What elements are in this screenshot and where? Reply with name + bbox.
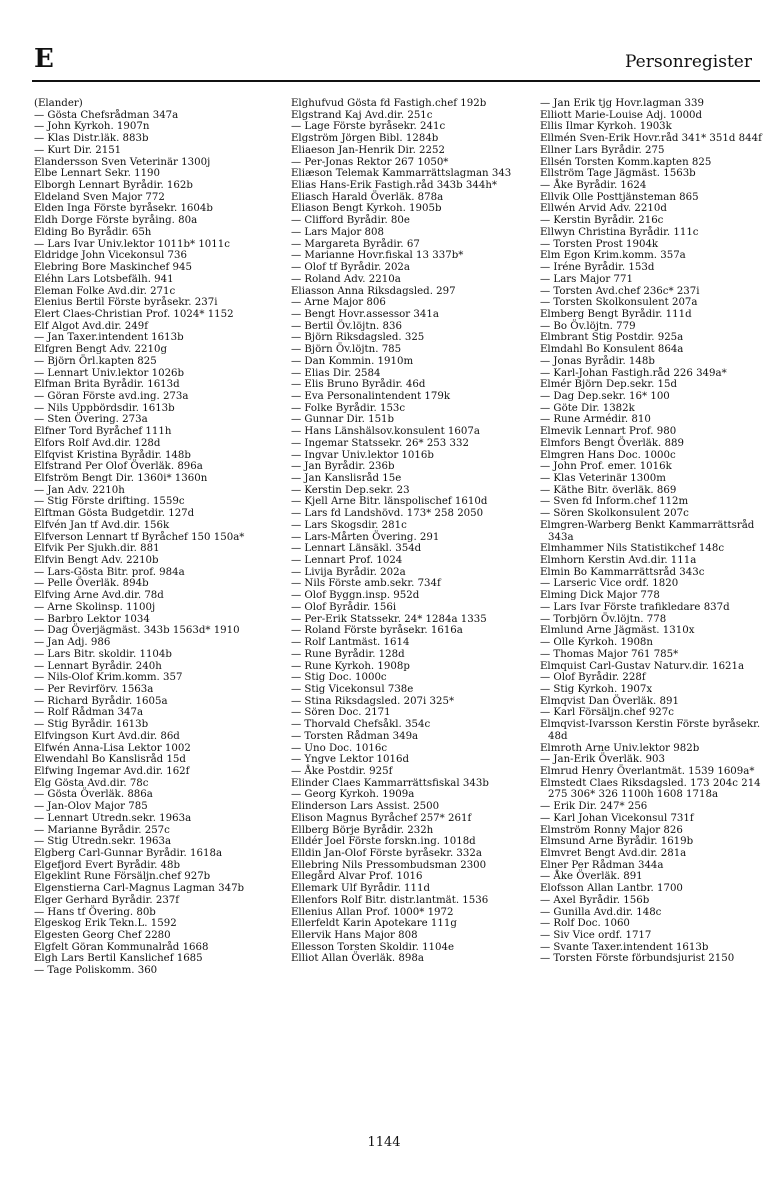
register-entry: — Lars Ivar Förste trafikledare 837d (540, 601, 730, 613)
register-entry: Ellmén Sven-Erik Hovr.råd 341* 351d 844f (540, 133, 762, 145)
register-entry: — Gunnar Dir. 151b (291, 414, 395, 426)
register-entry: — Lennart Prof. 1024 (291, 555, 403, 567)
register-entry: Elgberg Carl-Gunnar Byrådir. 1618a (34, 848, 223, 859)
register-entry: Ellvik Olle Posttjänsteman 865 (540, 191, 699, 203)
register-entry: Elfwing Ingemar Avd.dir. 162f (34, 765, 190, 777)
register-entry: — Stig Kyrkoh. 1907x (540, 683, 653, 695)
register-entry: Elgefjord Evert Byrådir. 48b (34, 859, 181, 871)
register-entry: — Stig Doc. 1000c (291, 672, 387, 684)
register-entry: — Eva Personalintendent 179k (291, 390, 451, 402)
register-entry: — Georg Kyrkoh. 1909a (291, 789, 415, 801)
register-entry: Elgstrand Kaj Avd.dir. 251c (291, 109, 433, 121)
register-entry: — Thomas Major 761 785* (540, 648, 679, 660)
register-entry: Elfvin Bengt Adv. 2210b (34, 555, 159, 567)
register-entry: Elgeskog Erik Tekn.L. 1592 (34, 918, 177, 930)
register-entry: — Hans Länshälsov.konsulent 1607a (291, 426, 480, 438)
register-entry: — Lage Förste byråsekr. 241c (291, 121, 446, 133)
register-entry: Elenius Bertil Förste byråsekr. 237i (34, 297, 218, 309)
register-entry: — Rolf Doc. 1060 (540, 918, 630, 930)
register-entry: Elmhorn Kerstin Avd.dir. 111a (540, 555, 697, 567)
register-entry: Elldin Jan-Olof Förste byråsekr. 332a (291, 848, 482, 859)
register-entry: Ellenfors Rolf Bitr. distr.lantmät. 1536 (291, 894, 489, 906)
register-entry: — Sven fd Inform.chef 112m (540, 496, 689, 508)
register-entry: Ellwyn Christina Byrådir. 111c (540, 226, 699, 238)
header-rule (32, 80, 760, 82)
register-entry: Elias Hans-Erik Fastigh.råd 343b 344h* (291, 180, 498, 192)
register-entry: Elmqvist-Ivarsson Kerstin Förste byråsekr. 48d (540, 719, 761, 742)
register-entry: Elf Algot Avd.dir. 249f (34, 320, 148, 332)
register-entry: — Stina Riksdagsled. 207i 325* (291, 695, 455, 707)
register-entry: — Göte Dir. 1382k (540, 402, 635, 414)
register-entry: Elfqvist Kristina Byrådir. 148b (34, 449, 191, 461)
register-entry: — Roland Förste byråsekr. 1616a (291, 625, 463, 637)
register-entry: Eliasch Harald Överläk. 878a (291, 191, 444, 203)
register-entry: — Elias Dir. 2584 (291, 367, 381, 379)
register-entry: — Karl Försäljn.chef 927c (540, 707, 674, 719)
register-entry: Elmhammer Nils Statistikchef 148c (540, 543, 725, 555)
register-entry: — Ingemar Statssekr. 26* 253 332 (291, 437, 469, 449)
register-entry: Eldeland Sven Major 772 (34, 191, 165, 203)
register-entry: Eliasson Anna Riksdagsled. 297 (291, 285, 456, 297)
register-entry: Eliæson Telemak Kammarrättslagman 343 (291, 168, 512, 180)
register-entry: — Arne Skolinsp. 1100j (34, 601, 156, 613)
register-entry: — Lennart Byrådir. 240h (34, 660, 162, 672)
register-entry: — Björn Riksdagsled. 325 (291, 332, 425, 344)
register-entry: — Björn Örl.kapten 825 (34, 355, 157, 367)
register-entry: Elding Bo Byrådir. 65h (34, 226, 152, 238)
register-entry: Ellsén Torsten Komm.kapten 825 (540, 156, 712, 168)
register-entry: — Jan-Olov Major 785 (34, 801, 148, 813)
register-entry: — Olof Byrådir. 156i (291, 601, 397, 613)
register-entry: — Lars fd Landshövd. 173* 258 2050 (291, 508, 484, 520)
register-entry: — Pelle Överläk. 894b (34, 578, 149, 590)
register-entry: — Torsten Förste förbundsjurist 2150 (540, 953, 735, 965)
register-entry: — Dag Dep.sekr. 16* 100 (540, 390, 670, 402)
register-entry: — Nils-Olof Krim.komm. 357 (34, 672, 183, 684)
register-entry: Elfving Arne Avd.dir. 78d (34, 590, 164, 602)
register-entry: Eléhn Lars Lotsbefälh. 941 (34, 273, 174, 285)
register-entry: Elgfelt Göran Kommunalråd 1668 (34, 941, 209, 953)
register-entry: — Rolf Rådman 347a (34, 707, 144, 719)
register-entry: Elmdahl Bo Konsulent 864a (540, 344, 684, 356)
register-entry: Ellemark Ulf Byrådir. 111d (291, 883, 431, 895)
register-entry: Elm Egon Krim.komm. 357a (540, 250, 686, 262)
register-entry: Elmgren Hans Doc. 1000c (540, 449, 676, 461)
register-entry: Elfvik Per Sjukh.dir. 881 (34, 543, 160, 555)
register-entry: Elmbrant Stig Postdir. 925a (540, 332, 684, 344)
register-entry: Ellesson Torsten Skoldir. 1104e (291, 941, 455, 953)
register-entry: — Kjell Arne Bitr. länspolischef 1610d (291, 496, 488, 508)
register-entry: — Svante Taxer.intendent 1613b (540, 941, 709, 953)
register-entry: — Olle Kyrkoh. 1908n (540, 637, 653, 649)
register-entry: — Tage Poliskomm. 360 (34, 965, 158, 977)
register-entry: — Sören Skolkonsulent 207c (540, 508, 689, 520)
register-entry: — Stig Utredn.sekr. 1963a (34, 836, 172, 848)
register-entry: — Jan Adj. 986 (34, 637, 111, 649)
register-entry: — Per-Jonas Rektor 267 1050* (291, 156, 449, 168)
register-entry: Elfverson Lennart tf Byråchef 150 150a* (34, 531, 245, 543)
register-entry: — Dan Kommin. 1910m (291, 355, 414, 367)
register-entry: Eleman Folke Avd.dir. 271c (34, 285, 176, 297)
register-entry: Ellström Tage Jägmäst. 1563b (540, 168, 696, 180)
register-entry: — Sören Doc. 2171 (291, 707, 391, 719)
register-entry: Ellenius Allan Prof. 1000* 1972 (291, 906, 454, 918)
register-entry: — Rune Kyrkoh. 1908p (291, 660, 410, 672)
register-entry: Eldridge John Vicekonsul 736 (34, 250, 188, 262)
register-entry: — Klas Veterinär 1300m (540, 473, 666, 484)
register-entry: — Kurt Dir. 2151 (34, 144, 122, 156)
register-entry: — Iréne Byrådir. 153d (540, 262, 655, 274)
register-entry: Elg Gösta Avd.dir. 78c (34, 777, 149, 789)
register-entry: — Rolf Lantmäst. 1614 (291, 637, 410, 649)
register-entry: Elwendahl Bo Kanslisråd 15d (34, 754, 186, 766)
register-entry: Eliaeson Jan-Henrik Dir. 2252 (291, 144, 445, 156)
register-entry: Elandersson Sven Veterinär 1300j (34, 156, 211, 168)
register-entry: Ellervik Hans Major 808 (291, 930, 418, 942)
register-entry: Elfstrand Per Olof Överläk. 896a (34, 461, 203, 473)
register-entry: — Lars Skogsdir. 281c (291, 519, 407, 531)
register-entry: Ellberg Börje Byrådir. 232h (291, 824, 434, 836)
register-entry: — Jan Kanslisråd 15e (291, 473, 402, 484)
register-entry: Elinderson Lars Assist. 2500 (291, 801, 440, 813)
register-entry: — Lars-Gösta Bitr. prof. 984a (34, 566, 185, 578)
register-entry: — Åke Överläk. 891 (540, 871, 643, 883)
register-entry: Elghufvud Gösta fd Fastigh.chef 192b (291, 98, 487, 109)
register-entry: — Gunilla Avd.dir. 148c (540, 906, 662, 918)
register-entry: Elden Inga Förste byråsekr. 1604b (34, 203, 213, 215)
register-entry: — Larseric Vice ordf. 1820 (540, 578, 679, 590)
register-entry: — Folke Byrådir. 153c (291, 402, 406, 414)
register-entry: — Lars-Mårten Övering. 291 (291, 531, 440, 543)
register-entry: Elmin Bo Kammarrättsråd 343c (540, 566, 705, 578)
register-entry: Ellis Ilmar Kyrkoh. 1903k (540, 121, 672, 133)
register-entry: — John Prof. emer. 1016k (540, 461, 672, 473)
register-entry: Elmquist Carl-Gustav Naturv.dir. 1621a (540, 660, 745, 672)
register-entry: Elfman Brita Byrådir. 1613d (34, 379, 180, 391)
register-entry: — Bo Öv.löjtn. 779 (540, 320, 636, 332)
register-entry: — Siv Vice ordf. 1717 (540, 930, 652, 942)
register-entry: — Karl-Johan Fastigh.råd 226 349a* (540, 367, 727, 379)
register-entry: Elinder Claes Kammarrättsfiskal 343b (291, 777, 489, 789)
register-entry: Eliason Bengt Kyrkoh. 1905b (291, 203, 442, 215)
register-entry: — Axel Byrådir. 156b (540, 894, 650, 906)
register-entry: — Torsten Avd.chef 236c* 237i (540, 285, 700, 297)
register-entry: Elliot Allan Överläk. 898a (291, 953, 424, 965)
register-entry: — Lennart Utredn.sekr. 1963a (34, 812, 192, 824)
register-entry: — Arne Major 806 (291, 297, 386, 309)
register-entry: — Bertil Öv.löjtn. 836 (291, 320, 402, 332)
register-entry: Elfvén Jan tf Avd.dir. 156k (34, 519, 170, 531)
register-entry: — Torsten Prost 1904k (540, 238, 659, 250)
register-entry: — Olof Byggn.insp. 952d (291, 590, 420, 602)
register-entry: Ellegård Alvar Prof. 1016 (291, 871, 423, 883)
register-entry: Elfner Tord Byråchef 111h (34, 426, 172, 438)
register-entry: — Kerstin Byrådir. 216c (540, 215, 664, 227)
register-entry: Elftman Gösta Budgetdir. 127d (34, 508, 195, 520)
register-entry: — Ingvar Univ.lektor 1016b (291, 449, 434, 461)
register-entry: — Hans tf Övering. 80b (34, 906, 156, 918)
register-entry: — Jonas Byrådir. 148b (540, 355, 655, 367)
register-entry: Elebring Bore Maskinchef 945 (34, 262, 192, 274)
page-number: 1144 (367, 1135, 401, 1150)
register-entry: — Lennart Univ.lektor 1026b (34, 367, 185, 379)
register-entry: Elfström Bengt Dir. 1360i* 1360n (34, 473, 208, 484)
register-column-2 (291, 98, 531, 965)
register-entry: — Åke Postdir. 925f (291, 765, 393, 777)
register-entry: — Dag Överjägmäst. 343b 1563d* 1910 (34, 625, 240, 637)
register-entry: — Rune Armédir. 810 (540, 414, 651, 426)
register-entry: — Göran Förste avd.ing. 273a (34, 390, 189, 402)
register-entry: Elliott Marie-Louise Adj. 1000d (540, 109, 703, 121)
register-entry: Elmström Ronny Major 826 (540, 824, 683, 836)
register-entry: Elfwén Anna-Lisa Lektor 1002 (34, 742, 191, 754)
register-entry: — Olof Byrådir. 228f (540, 672, 646, 684)
register-entry: — Livija Byrådir. 202a (291, 566, 406, 578)
register-entry: — Klas Distr.läk. 883b (34, 133, 149, 145)
register-entry: Elmberg Bengt Byrådir. 111d (540, 308, 692, 320)
register-entry: — Gösta Chefsrådman 347a (34, 109, 179, 121)
register-entry: — Marianne Hovr.fiskal 13 337b* (291, 250, 464, 262)
register-entry: Elger Gerhard Byrådir. 237f (34, 894, 180, 906)
register-entry: — Lars Major 771 (540, 273, 633, 285)
register-entry: — Åke Byrådir. 1624 (540, 180, 647, 192)
register-entry: — Stig Förste drifting. 1559c (34, 496, 185, 508)
register-entry: Elgenstierna Carl-Magnus Lagman 347b (34, 883, 245, 895)
register-entry: — Clifford Byrådir. 80e (291, 215, 410, 227)
register-entry: Elmér Björn Dep.sekr. 15d (540, 379, 678, 391)
register-entry: Elgeklint Rune Försäljn.chef 927b (34, 871, 211, 883)
register-column-1 (34, 98, 284, 977)
register-entry: Elmevik Lennart Prof. 980 (540, 426, 677, 438)
register-entry: Elmlund Arne Jägmäst. 1310x (540, 625, 695, 637)
register-entry: — Marianne Byrådir. 257c (34, 824, 170, 836)
register-entry: Ellner Lars Byrådir. 275 (540, 144, 665, 156)
register-entry: Elmvret Bengt Avd.dir. 281a (540, 848, 687, 859)
register-entry: — Torsten Rådman 349a (291, 730, 419, 742)
register-entry: Elmstedt Claes Riksdagsled. 173 204c 214 275 306* 326 1100h 1608 1718a (540, 777, 761, 801)
register-entry: Elison Magnus Byråchef 257* 261f (291, 812, 472, 824)
register-entry: Elfvingson Kurt Avd.dir. 86d (34, 730, 180, 742)
register-entry: — Sten Övering. 273a (34, 414, 148, 426)
register-entry: — Thorvald Chefsåkl. 354c (291, 719, 431, 731)
register-entry: — Lars Ivar Univ.lektor 1011b* 1011c (34, 238, 230, 250)
register-entry: — Elis Bruno Byrådir. 46d (291, 379, 426, 391)
register-entry: Elldér Joel Förste forskn.ing. 1018d (291, 836, 476, 848)
register-entry: — Torsten Skolkonsulent 207a (540, 297, 698, 309)
register-entry: — Per-Erik Statssekr. 24* 1284a 1335 (291, 613, 487, 625)
register-column-3 (540, 98, 766, 965)
register-entry: — Olof tf Byrådir. 202a (291, 262, 410, 274)
register-entry: — Barbro Lektor 1034 (34, 613, 150, 625)
register-entry: — Kerstin Dep.sekr. 23 (291, 484, 410, 496)
register-entry: — Stig Byrådir. 1613b (34, 719, 149, 731)
register-entry: Elmfors Bengt Överläk. 889 (540, 437, 684, 449)
register-entry: Elfgren Bengt Adv. 2210g (34, 344, 167, 356)
register-entry: Elmgren-Warberg Benkt Kammarrättsråd 343a (540, 519, 755, 543)
register-entry: Elborgh Lennart Byrådir. 162b (34, 180, 193, 192)
register-entry: Ellwén Arvid Adv. 2210d (540, 203, 667, 215)
register-entry: — Bengt Hovr.assessor 341a (291, 308, 439, 320)
register-entry: Elert Claes-Christian Prof. 1024* 1152 (34, 308, 234, 320)
register-entry: Elgesten Georg Chef 2280 (34, 930, 171, 942)
register-entry: — Lennart Länsäkl. 354d (291, 543, 422, 555)
register-entry: Elofsson Allan Lantbr. 1700 (540, 883, 683, 895)
register-entry: Elfors Rolf Avd.dir. 128d (34, 437, 161, 449)
register-entry: — Nils Uppbördsdir. 1613b (34, 402, 175, 414)
register-entry: Elner Per Rådman 344a (540, 859, 664, 871)
register-entry: — Jan Erik tjg Hovr.lagman 339 (540, 98, 704, 109)
register-entry: — Stig Vicekonsul 738e (291, 683, 414, 695)
register-entry: Elming Dick Major 778 (540, 590, 660, 602)
register-entry: Elmroth Arne Univ.lektor 982b (540, 742, 700, 754)
register-entry: Ellebring Nils Pressombudsman 2300 (291, 859, 487, 871)
register-entry: — Per Revirförv. 1563a (34, 683, 154, 695)
register-entry: — Jan Byrådir. 236b (291, 461, 395, 473)
register-entry: — Yngve Lektor 1016d (291, 754, 410, 766)
register-entry: — Gösta Överläk. 886a (34, 789, 153, 801)
register-entry: Elmqvist Dan Överläk. 891 (540, 695, 679, 707)
register-entry: — Erik Dir. 247* 256 (540, 801, 648, 813)
register-entry: — Nils Förste amb.sekr. 734f (291, 578, 441, 590)
register-entry: Elmrud Henry Överlantmät. 1539 1609a* (540, 765, 755, 777)
register-entry: (Elander) (34, 98, 83, 109)
register-entry: — Torbjörn Öv.löjtn. 778 (540, 613, 667, 625)
register-entry: — Lars Major 808 (291, 226, 384, 238)
register-title: Personregister (624, 52, 752, 72)
register-entry: — Rune Byrådir. 128d (291, 648, 405, 660)
register-entry: Eldh Dorge Förste byråing. 80a (34, 215, 198, 227)
register-entry: Ellerfeldt Karin Apotekare 111g (291, 918, 457, 930)
register-entry: — Jan Adv. 2210h (34, 484, 125, 496)
register-entry: Elgh Lars Bertil Kanslichef 1685 (34, 953, 203, 965)
register-entry: — Käthe Bitr. överläk. 869 (540, 484, 677, 496)
register-entry: Elgström Jörgen Bibl. 1284b (291, 133, 439, 145)
register-entry: — Richard Byrådir. 1605a (34, 695, 168, 707)
register-entry: — Björn Öv.löjtn. 785 (291, 344, 402, 356)
register-entry: — Karl Johan Vicekonsul 731f (540, 812, 694, 824)
register-entry: — Jan-Erik Överläk. 903 (540, 754, 665, 766)
section-letter: E (34, 44, 54, 74)
register-entry: Elbe Lennart Sekr. 1190 (34, 168, 161, 180)
register-entry: — Margareta Byrådir. 67 (291, 238, 420, 250)
register-entry: — John Kyrkoh. 1907n (34, 121, 150, 133)
register-entry: — Lars Bitr. skoldir. 1104b (34, 648, 172, 660)
register-entry: — Jan Taxer.intendent 1613b (34, 332, 184, 344)
register-entry: Elmsund Arne Byrådir. 1619b (540, 836, 694, 848)
register-entry: — Uno Doc. 1016c (291, 742, 388, 754)
register-entry: — Roland Adv. 2210a (291, 273, 401, 285)
